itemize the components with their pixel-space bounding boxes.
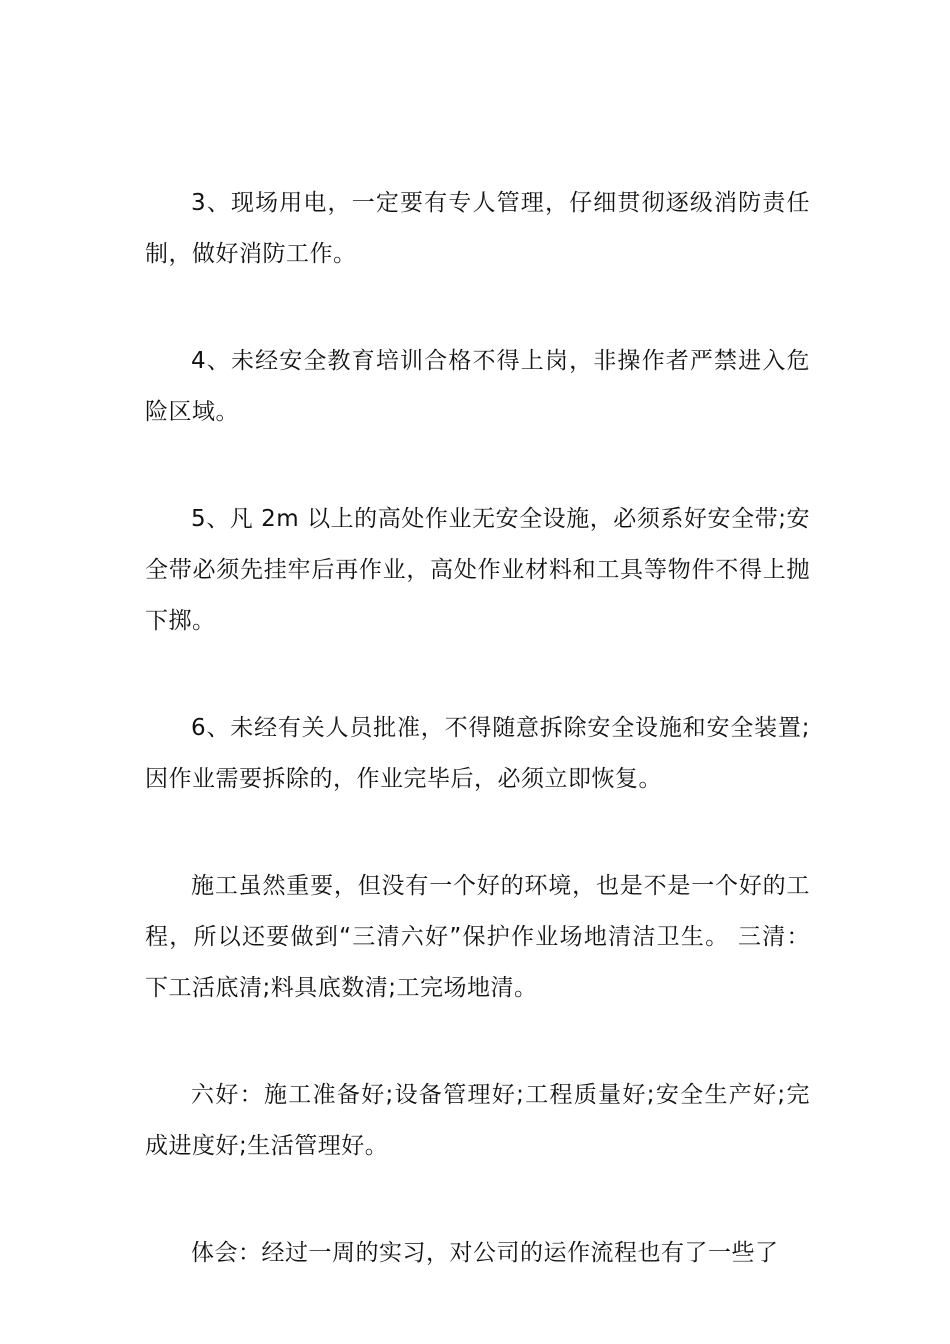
- document-body: [145, 178, 810, 1279]
- paragraph-item-6: 6、未经有关人员批准，不得随意拆除安全设施和安全装置;因作业需要拆除的，作业完毕后，必须立即恢复。: [145, 715, 810, 792]
- paragraph-six-goods: 六好：施工准备好;设备管理好;工程质量好;安全生产好;完成进度好;生活管理好。: [145, 1082, 810, 1159]
- paragraph-reflection: 体会：经过一周的实习，对公司的运作流程也有了一些了: [191, 1240, 779, 1266]
- paragraph-item-5: 5、凡 2m 以上的高处作业无安全设施，必须系好安全带;安全带必须先挂牢后再作业，高处作业材料和工具等物件不得上抛下掷。: [145, 506, 810, 634]
- paragraph-item-3: 3、现场用电，一定要有专人管理，仔细贯彻逐级消防责任制，做好消防工作。: [145, 190, 810, 267]
- paragraph-item-4: 4、未经安全教育培训合格不得上岗，非操作者严禁进入危险区域。: [145, 348, 810, 425]
- paragraph-construction-environment: 施工虽然重要，但没有一个好的环境，也是不是一个好的工程，所以还要做到“三清六好”保护作业场地清洁卫生。 三清：下工活底清;料具底数清;工完场地清。: [145, 873, 810, 1001]
